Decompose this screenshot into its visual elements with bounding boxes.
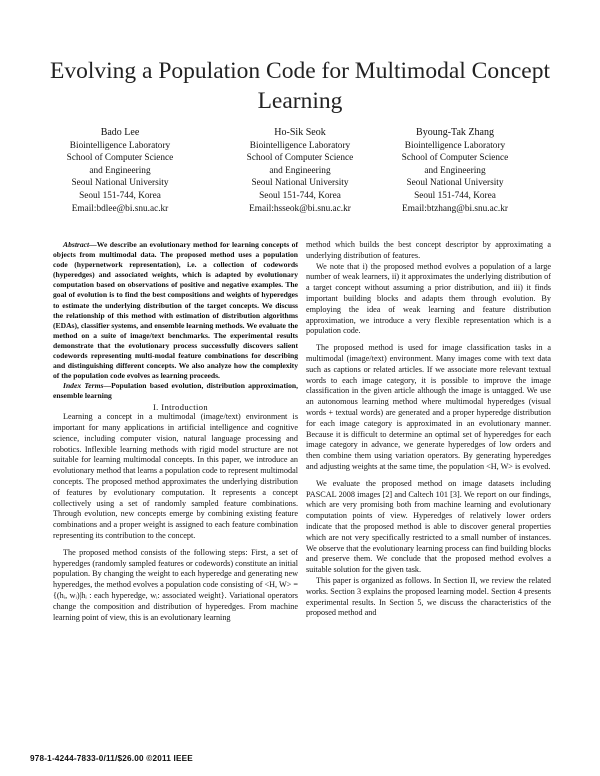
author-affiliation: Biointelligence Laboratory [249, 140, 351, 151]
author-address: Seoul 151-744, Korea [259, 190, 341, 201]
index-terms-text: Population based evolution, distribution approximation, ensemble learning [53, 381, 299, 401]
author-affiliation: Biointelligence Laboratory [404, 140, 506, 151]
body-paragraph: The proposed method is used for image classification tasks in a multimodal (image/text) environment. Many images come with text data such as captions or related articles. If we associate more relevant textual words to each image category, it is possible to improve the image classification in the given article although the image is untagged. We use an autonomous learning method where multimodal hyperedges (visual words + textual words) are generated and a proper hyperedge distribution for each image category is approximated in an evolutionary manner. Because it is difficult to determine an optimal set of hyperedges for each image category in advance, we generate hyperedges of low orders and then combine them using variation operators. By generating hyperedges and adjusting weights at the same time, the population <H, W> is evolved. [306, 343, 551, 471]
author-1 [20, 127, 220, 215]
author-address: Seoul 151-744, Korea [79, 190, 161, 201]
body-paragraph: We note that i) the proposed method evolves a population of a large number of weak learners, ii) it approximates the underlying distribution of a target concept without assuming a prior distribution, and iii) it finds important building blocks and adapts them through evolution. By employing the idea of weak learning and feature distribution approximation, we introduce a very flexible representation which is a population code. [306, 261, 551, 336]
author-address: Seoul 151-744, Korea [414, 190, 496, 201]
abstract-text: We describe an evolutionary method for learning concepts of objects from multimodal data. The proposed method uses a population code (hypernetwork representation), i.e. a collection of codewords (hyperedges) and associated weights, which is adapted by evolutionary computation based on observations of positive and negative examples. The goal of evolution is to find the best compositions and weights of hyperedges to estimate the underlying distribution of the target concepts. We discuss the relationship of this method with estimation of distribution algorithms (EDAs), classifier systems, and ensemble learning methods. We evaluate the method on a suite of image/text benchmarks. The experimental results demonstrate that the evolutionary process successfully discovers salient codewords representing multi-modal feature combinations for describing and distinguishing different concepts. We also analyze how the complexity of the population code evolves as learning proceeds. [53, 240, 298, 381]
author-affiliation: and Engineering [89, 165, 151, 176]
body-paragraph: This paper is organized as follows. In Section II, we review the related works. Section 3 explains the proposed learning model. Section 4 presents experimental results. In Section 5, we discuss the characteristics of the proposed method and [306, 575, 551, 618]
author-affiliation: Biointelligence Laboratory [69, 140, 171, 151]
abstract-label: Abstract— [63, 240, 97, 249]
author-affiliation: and Engineering [269, 165, 331, 176]
author-affiliation: School of Computer Science [246, 153, 354, 164]
index-terms-label: Index Terms— [63, 381, 112, 391]
author-email: Email:btzhang@bi.snu.ac.kr [402, 203, 508, 214]
author-affiliation: Seoul National University [251, 178, 349, 189]
section-heading: I. Introduction [152, 401, 209, 412]
author-name: Byoung-Tak Zhang [416, 127, 494, 138]
left-column [53, 240, 298, 623]
copyright-footer: 978-1-4244-7833-0/11/$26.00 ©2011 IEEE [30, 754, 193, 763]
author-affiliation: School of Computer Science [401, 153, 509, 164]
author-email: Email:hsseok@bi.snu.ac.kr [249, 203, 351, 214]
author-3 [355, 127, 555, 215]
index-terms [53, 381, 298, 401]
author-name: Ho-Sik Seok [274, 127, 326, 138]
author-affiliation: School of Computer Science [66, 153, 174, 164]
author-name: Bado Lee [100, 127, 140, 138]
body-paragraph: method which builds the best concept descriptor by approximating a underlying distribution of features. [306, 240, 551, 260]
author-affiliation: and Engineering [424, 165, 486, 176]
author-affiliation: Seoul National University [71, 178, 169, 189]
author-email: Email:bdlee@bi.snu.ac.kr [71, 203, 169, 214]
body-paragraph: The proposed method consists of the following steps: First, a set of hyperedges (randomly sampled features or codewords) constitute an initial population. By changing the weight to each hyperedge and generating new hyperedges, the method evolves a population code consisting of <H, W> = {(hᵢ, wᵢ)|hᵢ : each hyperedge, wᵢ: associated weight}. Variational operators change the composition and distribution of hyperedges. From machine learning point of view, this is an evolutionary learning [53, 547, 298, 622]
body-paragraph: Learning a concept in a multimodal (image/text) environment is important for many applications in artificial intelligence and cognitive science, including computer vision, natural language processing and robotics. Inflexible learning methods with rigid model structure are not suitable for learning multimodal concepts. In this paper, we introduce an evolutionary method that learns a population code to represent multimodal concepts. The proposed method approximates the underlying distribution of features by evolutionary computation. It represents a concept collectively using a set of randomly sampled feature combinations. Through evolution, new concepts emerge by combining existing feature combinations and a proper weight is assigned to each feature combination representing its contribution to the concept. [53, 412, 298, 541]
author-affiliation: Seoul National University [406, 178, 504, 189]
paper-title: Evolving a Population Code for Multimodal Concept Learning [50, 58, 550, 114]
abstract [53, 240, 298, 381]
right-column [306, 240, 551, 619]
body-paragraph: We evaluate the proposed method on image datasets including PASCAL 2008 images [2] and Caltech 101 [3]. We report on our findings, which are very promising both from machine learning and evolutionary computation points of view. Hyperedges of relatively lower orders indicate that the proposed method is able to discover general properties which are not very specifically restricted to a small number of instances. We observe that the evolutionary learning process can find building blocks and preserve them. We conclude that the proposed method evolves a suitable solution for the given task. [306, 478, 551, 575]
